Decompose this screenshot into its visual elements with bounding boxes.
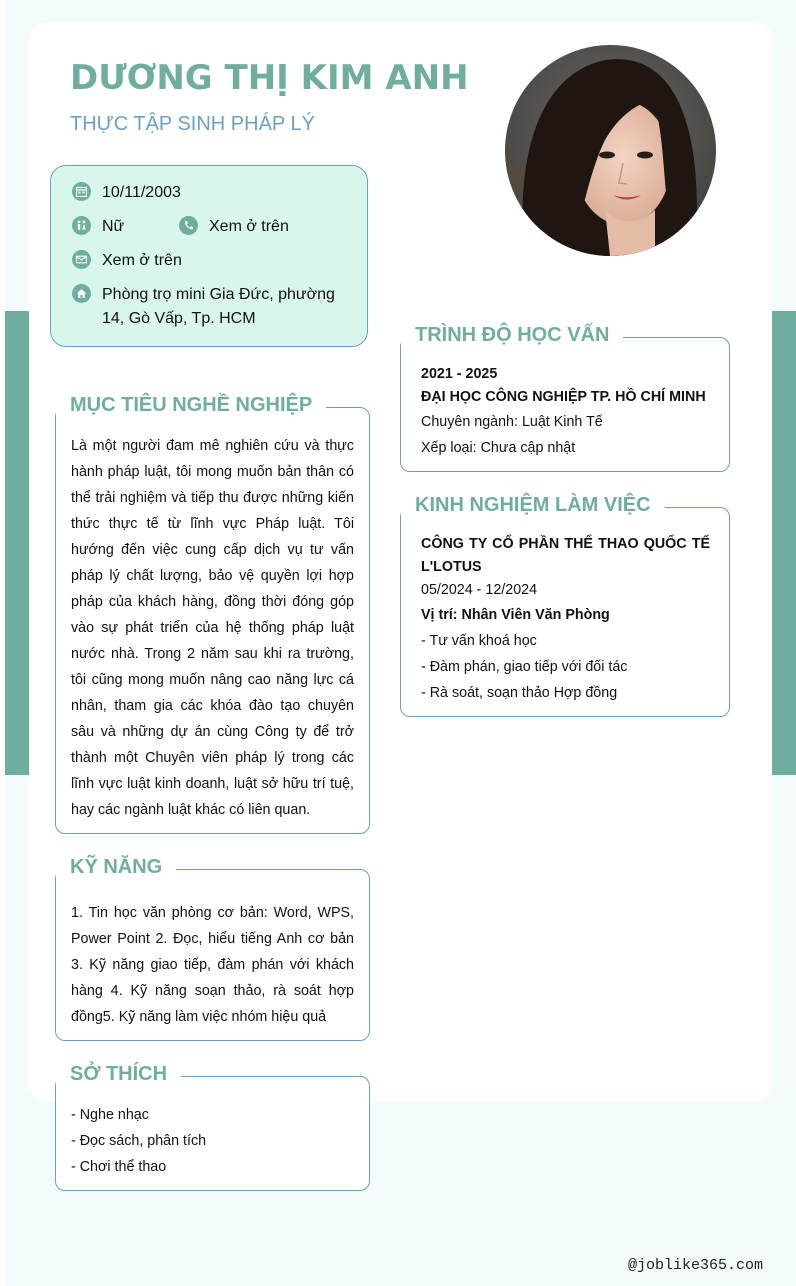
phone-icon [179,216,198,235]
address-line-1: Phòng trọ mini Gia Đức, phường [102,286,335,303]
decor-band-left [5,311,29,775]
candidate-name: DƯƠNG THỊ KIM ANH [70,58,469,98]
candidate-title: THỰC TẬP SINH PHÁP LÝ [70,113,315,135]
birthday-value: 10/11/2003 [102,184,181,201]
hobby-item: - Đọc sách, phân tích [71,1133,207,1149]
skills-text: 1. Tin học văn phòng cơ bản: Word, WPS, Power Point 2. Đọc, hiểu tiếng Anh cơ bản 3. Kỹ năng giao tiếp, đàm phán với khách hàng 4. Kỹ năng soạn thảo, rà soát hợp đồng5. Kỹ năng làm việc nhóm hiệu quả [71,905,354,1025]
education-heading: TRÌNH ĐỘ HỌC VẤN [401,324,623,347]
contact-box [50,165,368,347]
experience-company-cont: L'LOTUS [421,559,482,575]
phone-value: Xem ở trên [209,218,289,235]
experience-company: CÔNG TY CỔ PHẦN THỂ THAO QUỐC TẾ [421,536,710,552]
contact-gender [72,215,124,239]
skills-heading: KỸ NĂNG [56,856,176,879]
experience-duty: - Đàm phán, giao tiếp với đối tác [421,659,628,675]
contact-address [72,283,335,331]
gender-icon [72,216,91,235]
experience-duty: - Rà soát, soạn thảo Hợp đồng [421,685,618,701]
education-rank: Xếp loại: Chưa cập nhật [421,440,576,456]
email-value: Xem ở trên [102,252,182,269]
address-line-2: 14, Gò Vấp, Tp. HCM [102,310,256,327]
education-major: Chuyên ngành: Luật Kinh Tế [421,414,603,430]
objective-heading: MỤC TIÊU NGHỀ NGHIỆP [56,394,326,417]
education-period: 2021 - 2025 [421,366,498,382]
decor-band-right [772,311,796,775]
avatar [505,45,716,256]
home-icon [72,284,91,303]
education-school: ĐẠI HỌC CÔNG NGHIỆP TP. HỒ CHÍ MINH [421,389,706,405]
calendar-icon [72,182,91,201]
contact-birthday [72,181,181,205]
experience-duty: - Tư vấn khoá học [421,633,537,649]
experience-period: 05/2024 - 12/2024 [421,582,538,598]
contact-phone [179,215,289,239]
hobbies-heading: SỞ THÍCH [56,1063,181,1086]
objective-text: Là một người đam mê nghiên cứu và thực hành pháp luật, tôi mong muốn bản thân có thể trải nghiệm và tiếp thu được những kiến thức thực tế từ lĩnh vực Pháp luật. Tôi hướng đến việc cung cấp dịch vụ tư vấn pháp lý chất lượng, bảo vệ quyền lợi hợp pháp của khách hàng, đồng thời đóng góp vào sự phát triển của hệ thống pháp luật nước nhà. Trong 2 năm sau khi ra trường, tôi cũng mong muốn nâng cao năng lực cá nhân, tham gia các khóa đào tạo chuyên sâu và những dự án cùng Công ty để trở thành một Chuyên viên pháp lý trong các lĩnh vực luật kinh doanh, luật sở hữu trí tuệ, hay các ngành luật khác có liên quan. [71,438,354,818]
experience-position: Vị trí: Nhân Viên Văn Phòng [421,607,610,623]
watermark: @joblike365.com [628,1257,764,1274]
hobby-item: - Nghe nhạc [71,1107,149,1123]
gender-value: Nữ [102,218,125,235]
email-icon [72,250,91,269]
experience-heading: KINH NGHIỆM LÀM VIỆC [401,494,665,517]
contact-email [72,249,182,273]
hobby-item: - Chơi thể thao [71,1159,167,1175]
